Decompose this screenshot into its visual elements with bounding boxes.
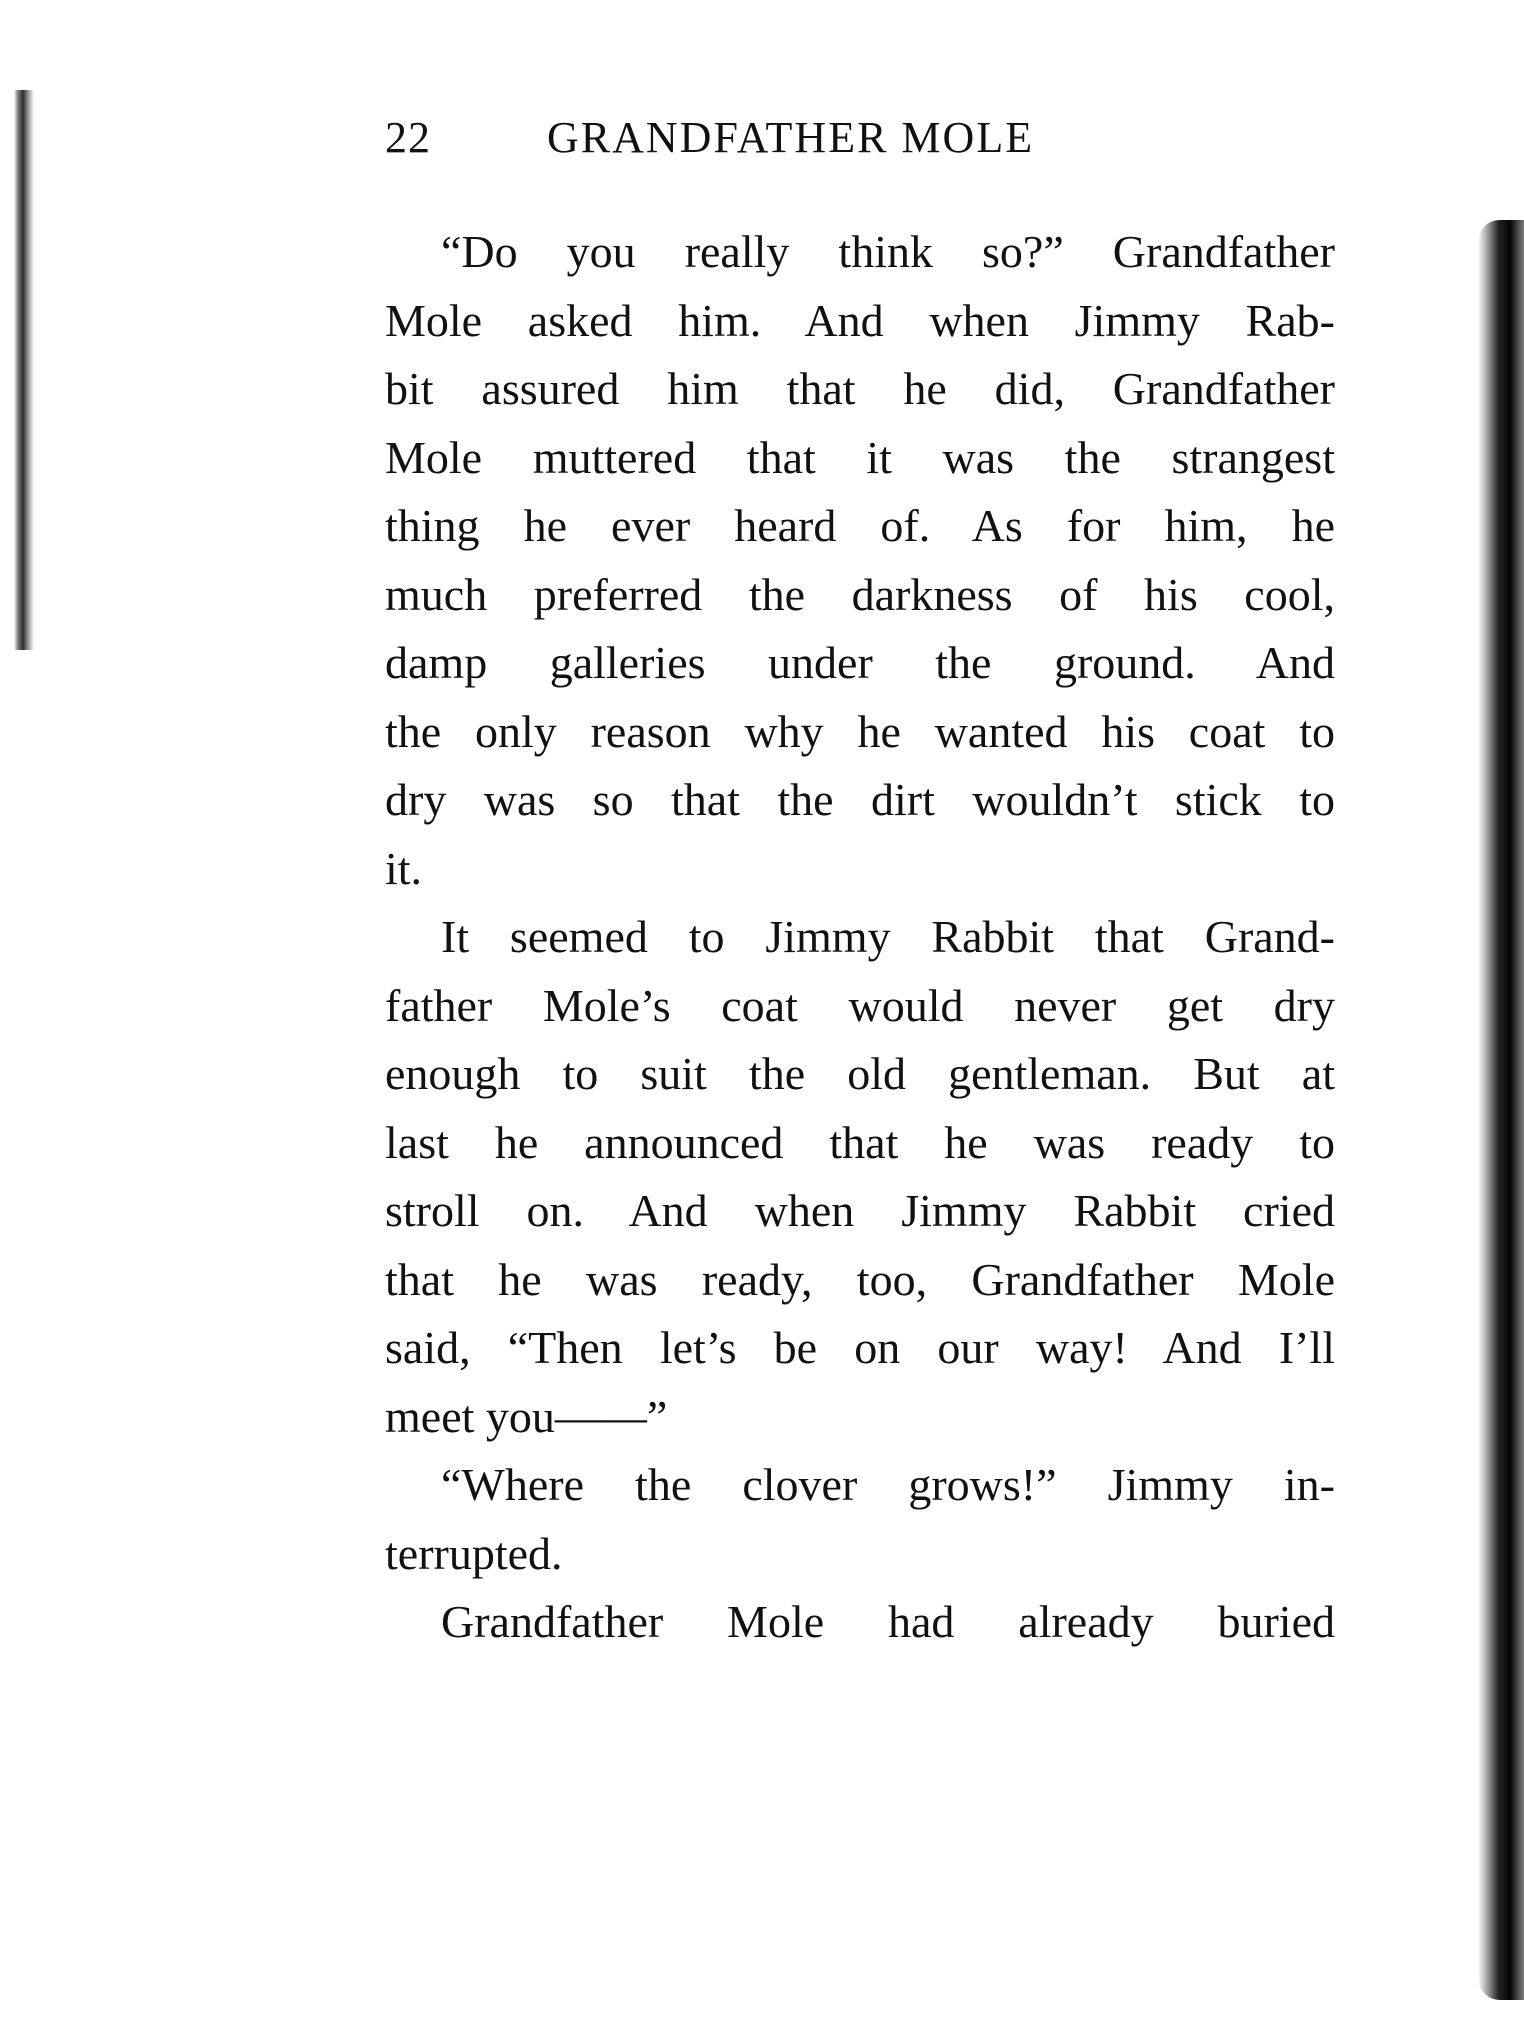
text-line: terrupted. [385,1527,563,1579]
text-line: that he was ready, too, Grandfather Mole [385,1253,1335,1305]
text-line: Mole asked him. And when Jimmy Rab- [385,294,1335,346]
text-line: “Do you really think so?” Grandfather [441,226,1335,277]
text-line: meet you——” [385,1390,668,1442]
body-text [385,218,1335,1657]
text-line: much preferred the darkness of his cool, [385,568,1335,620]
text-line: father Mole’s coat would never get dry [385,979,1335,1031]
text-line: Mole muttered that it was the strangest [385,431,1335,483]
text-line: enough to suit the old gentleman. But at [385,1048,1335,1099]
text-line: bit assured him that he did, Grandfather [385,363,1335,414]
page-number: 22 [385,113,431,162]
text-line: It seemed to Jimmy Rabbit that Grand- [441,911,1335,962]
text-line: the only reason why he wanted his coat to [385,705,1335,757]
page-edge-shadow-left [14,90,34,650]
running-head: GRANDFATHER MOLE [547,113,1035,162]
text-line: said, “Then let’s be on our way! And I’ll [385,1322,1335,1373]
text-line: Grandfather Mole had already buried [441,1596,1335,1647]
text-line: stroll on. And when Jimmy Rabbit cried [385,1185,1335,1236]
text-line: it. [385,842,423,894]
page-edge-shadow-right [1478,220,1524,2000]
text-line: dry was so that the dirt wouldn’t stick to [385,774,1335,825]
text-line: last he announced that he was ready to [385,1116,1335,1168]
text-line: “Where the clover grows!” Jimmy in- [441,1459,1335,1510]
text-line: damp galleries under the ground. And [385,637,1335,688]
page-header [385,112,1175,172]
text-line: thing he ever heard of. As for him, he [385,500,1335,551]
